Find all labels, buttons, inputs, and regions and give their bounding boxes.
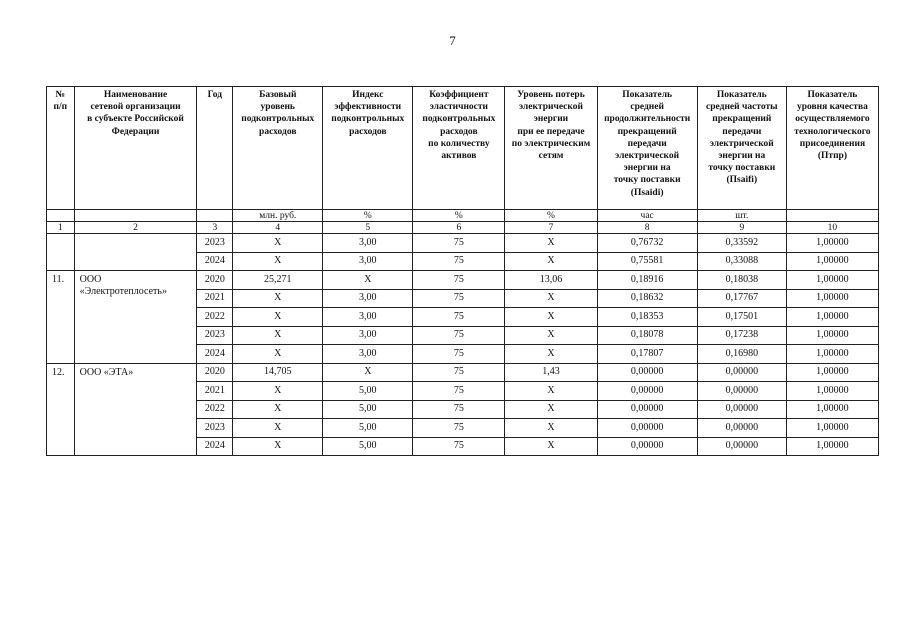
value-cell: Х	[505, 326, 597, 345]
header-line: расходов	[349, 126, 387, 137]
units-row	[47, 210, 879, 222]
value-cell: Х	[233, 382, 323, 401]
header-line: электрической	[709, 138, 774, 149]
header-cell-7	[505, 87, 597, 210]
header-line: Год	[207, 90, 223, 100]
column-number-cell: 5	[323, 222, 413, 234]
header-line: продолжительности	[604, 114, 691, 125]
header-line: электрической	[518, 102, 583, 113]
value-cell: 0,00000	[697, 419, 786, 438]
value-cell: Х	[505, 289, 597, 308]
column-number-cell: 1	[47, 222, 75, 234]
header-line: средней частоты	[706, 102, 778, 113]
unit-cell: шт.	[697, 210, 786, 222]
header-line: в субъекте Российской	[87, 114, 184, 125]
header-line: присоединения	[799, 138, 866, 149]
header-line: подконтрольных	[331, 114, 405, 125]
unit-cell	[786, 210, 878, 222]
org-name-cell	[74, 271, 197, 364]
value-cell: 0,18353	[597, 308, 697, 327]
value-cell: 0,00000	[597, 400, 697, 419]
value-cell: Х	[505, 382, 597, 401]
header-cell-5	[323, 87, 413, 210]
value-cell: Х	[233, 308, 323, 327]
header-line: расходов	[440, 126, 478, 137]
year-cell: 2024	[197, 437, 233, 456]
column-number-cell: 9	[697, 222, 786, 234]
header-line: уровня качества	[797, 102, 868, 113]
value-cell: 0,16980	[697, 345, 786, 364]
value-cell: 14,705	[233, 363, 323, 382]
header-cell-9	[697, 87, 786, 210]
header-line: точку поставки	[613, 175, 681, 186]
value-cell: 0,17238	[697, 326, 786, 345]
header-line: (Пsaidi)	[630, 187, 664, 198]
header-line: электрической	[615, 151, 680, 162]
value-cell: 1,00000	[786, 271, 878, 290]
unit-cell: час	[597, 210, 697, 222]
value-cell: 1,00000	[786, 252, 878, 271]
header-cell-4	[233, 87, 323, 210]
empty-name-cell	[74, 234, 197, 271]
year-cell: 2022	[197, 308, 233, 327]
value-cell: 1,00000	[786, 326, 878, 345]
column-number-cell: 3	[197, 222, 233, 234]
value-cell: 1,00000	[786, 345, 878, 364]
header-line: энергии на	[623, 163, 671, 174]
year-cell: 2024	[197, 345, 233, 364]
value-cell: 0,18916	[597, 271, 697, 290]
value-cell: 0,75581	[597, 252, 697, 271]
value-cell: 0,18078	[597, 326, 697, 345]
header-line: активов	[441, 151, 477, 162]
column-number-cell: 7	[505, 222, 597, 234]
table-row	[47, 271, 879, 290]
value-cell: 13,06	[505, 271, 597, 290]
header-line: по количеству	[428, 138, 490, 149]
year-cell: 2022	[197, 400, 233, 419]
org-name-line: «Электротеплосеть»	[79, 286, 167, 297]
value-cell: 75	[413, 437, 505, 456]
header-line: Показатель	[807, 90, 858, 100]
header-line: Коэффициент	[429, 90, 489, 100]
header-line: сетевой организации	[90, 102, 181, 113]
value-cell: 75	[413, 289, 505, 308]
table-row	[47, 363, 879, 382]
unit-cell	[197, 210, 233, 222]
unit-cell	[74, 210, 197, 222]
value-cell: 75	[413, 382, 505, 401]
value-cell: Х	[505, 234, 597, 253]
value-cell: Х	[233, 400, 323, 419]
value-cell: 0,00000	[597, 437, 697, 456]
header-line: Показатель	[716, 90, 767, 100]
value-cell: 1,00000	[786, 234, 878, 253]
value-cell: Х	[323, 271, 413, 290]
header-line: Индекс	[352, 90, 384, 100]
value-cell: 0,33592	[697, 234, 786, 253]
header-line: сетям	[538, 151, 564, 162]
value-cell: 25,271	[233, 271, 323, 290]
value-cell: 5,00	[323, 400, 413, 419]
column-number-cell: 8	[597, 222, 697, 234]
column-number-cell: 2	[74, 222, 197, 234]
value-cell: Х	[505, 400, 597, 419]
header-line: прекращений	[617, 126, 677, 137]
value-cell: 5,00	[323, 382, 413, 401]
value-cell: 0,17501	[697, 308, 786, 327]
value-cell: 75	[413, 400, 505, 419]
header-line: Показатель	[622, 90, 673, 100]
value-cell: 75	[413, 326, 505, 345]
value-cell: 0,17767	[697, 289, 786, 308]
header-line: Уровень потерь	[517, 90, 585, 100]
value-cell: 5,00	[323, 419, 413, 438]
value-cell: 1,00000	[786, 419, 878, 438]
header-line: Федерации	[111, 126, 160, 137]
unit-cell	[47, 210, 75, 222]
header-line: №	[55, 90, 66, 100]
value-cell: 0,00000	[597, 382, 697, 401]
value-cell: Х	[505, 308, 597, 327]
table-row	[47, 234, 879, 253]
header-line: энергии	[533, 114, 569, 125]
header-line: (Птпр)	[817, 151, 847, 162]
year-cell: 2023	[197, 234, 233, 253]
org-name-line: ООО	[79, 274, 102, 285]
header-line: подконтрольных	[422, 114, 496, 125]
org-number-cell: 12.	[47, 363, 75, 456]
value-cell: Х	[505, 252, 597, 271]
value-cell: 3,00	[323, 308, 413, 327]
column-number-cell: 6	[413, 222, 505, 234]
value-cell: Х	[233, 289, 323, 308]
header-line: средней	[630, 102, 664, 113]
header-line: эффективности	[334, 102, 402, 113]
header-line: расходов	[259, 126, 297, 137]
value-cell: Х	[505, 419, 597, 438]
value-cell: 1,00000	[786, 308, 878, 327]
value-cell: 1,00000	[786, 437, 878, 456]
header-line: Базовый	[259, 90, 297, 100]
header-row	[47, 87, 879, 210]
column-number-cell: 10	[786, 222, 878, 234]
page-number: 7	[449, 33, 456, 48]
value-cell: 3,00	[323, 252, 413, 271]
header-line: при ее передаче	[517, 126, 585, 137]
unit-cell: %	[413, 210, 505, 222]
header-cell-6	[413, 87, 505, 210]
value-cell: 1,00000	[786, 289, 878, 308]
header-line: эластичности	[429, 102, 489, 113]
value-cell: 0,18632	[597, 289, 697, 308]
value-cell: Х	[505, 345, 597, 364]
year-cell: 2023	[197, 419, 233, 438]
tariff-table	[46, 86, 879, 456]
value-cell: 0,33088	[697, 252, 786, 271]
year-cell: 2020	[197, 363, 233, 382]
header-cell-8	[597, 87, 697, 210]
value-cell: 1,43	[505, 363, 597, 382]
value-cell: 5,00	[323, 437, 413, 456]
header-line: по электрическим	[511, 138, 591, 149]
org-name-cell	[74, 363, 197, 456]
year-cell: 2024	[197, 252, 233, 271]
header-cell-3	[197, 87, 233, 210]
value-cell: 0,00000	[697, 382, 786, 401]
value-cell: 0,00000	[697, 400, 786, 419]
value-cell: 3,00	[323, 234, 413, 253]
column-numbers-row	[47, 222, 879, 234]
header-line: уровень	[260, 102, 295, 113]
header-cell-2	[74, 87, 197, 210]
header-line: прекращений	[712, 114, 772, 125]
value-cell: 0,00000	[697, 437, 786, 456]
unit-cell: %	[505, 210, 597, 222]
value-cell: 3,00	[323, 345, 413, 364]
value-cell: 75	[413, 308, 505, 327]
year-cell: 2020	[197, 271, 233, 290]
value-cell: 0,76732	[597, 234, 697, 253]
org-name-line: ООО «ЭТА»	[79, 366, 134, 378]
value-cell: 1,00000	[786, 382, 878, 401]
value-cell: 3,00	[323, 326, 413, 345]
header-cell-10	[786, 87, 878, 210]
header-line: подконтрольных	[241, 114, 315, 125]
empty-number-cell	[47, 234, 75, 271]
value-cell: Х	[233, 234, 323, 253]
header-line: (Пsaifi)	[726, 175, 758, 186]
value-cell: Х	[233, 419, 323, 438]
value-cell: Х	[233, 345, 323, 364]
header-line: передачи	[722, 126, 762, 137]
value-cell: 75	[413, 419, 505, 438]
value-cell: Х	[233, 437, 323, 456]
year-cell: 2021	[197, 289, 233, 308]
header-cell-1	[47, 87, 75, 210]
year-cell: 2021	[197, 382, 233, 401]
value-cell: 75	[413, 363, 505, 382]
value-cell: 0,00000	[697, 363, 786, 382]
value-cell: 75	[413, 234, 505, 253]
header-line: Наименование	[103, 90, 168, 100]
unit-cell: %	[323, 210, 413, 222]
value-cell: 0,00000	[597, 363, 697, 382]
value-cell: 75	[413, 345, 505, 364]
column-number-cell: 4	[233, 222, 323, 234]
header-line: п/п	[53, 102, 68, 113]
value-cell: 0,18038	[697, 271, 786, 290]
header-line: осуществляемого	[795, 114, 870, 125]
value-cell: 75	[413, 252, 505, 271]
value-cell: 1,00000	[786, 400, 878, 419]
org-number-cell: 11.	[47, 271, 75, 364]
unit-cell: млн. руб.	[233, 210, 323, 222]
value-cell: 0,00000	[597, 419, 697, 438]
value-cell: 1,00000	[786, 363, 878, 382]
header-line: точку поставки	[708, 163, 776, 174]
value-cell: 75	[413, 271, 505, 290]
header-line: энергии на	[718, 151, 766, 162]
header-line: технологического	[794, 126, 871, 137]
year-cell: 2023	[197, 326, 233, 345]
header-line: передачи	[627, 138, 667, 149]
value-cell: 3,00	[323, 289, 413, 308]
value-cell: Х	[505, 437, 597, 456]
value-cell: 0,17807	[597, 345, 697, 364]
value-cell: Х	[233, 326, 323, 345]
value-cell: Х	[233, 252, 323, 271]
value-cell: Х	[323, 363, 413, 382]
